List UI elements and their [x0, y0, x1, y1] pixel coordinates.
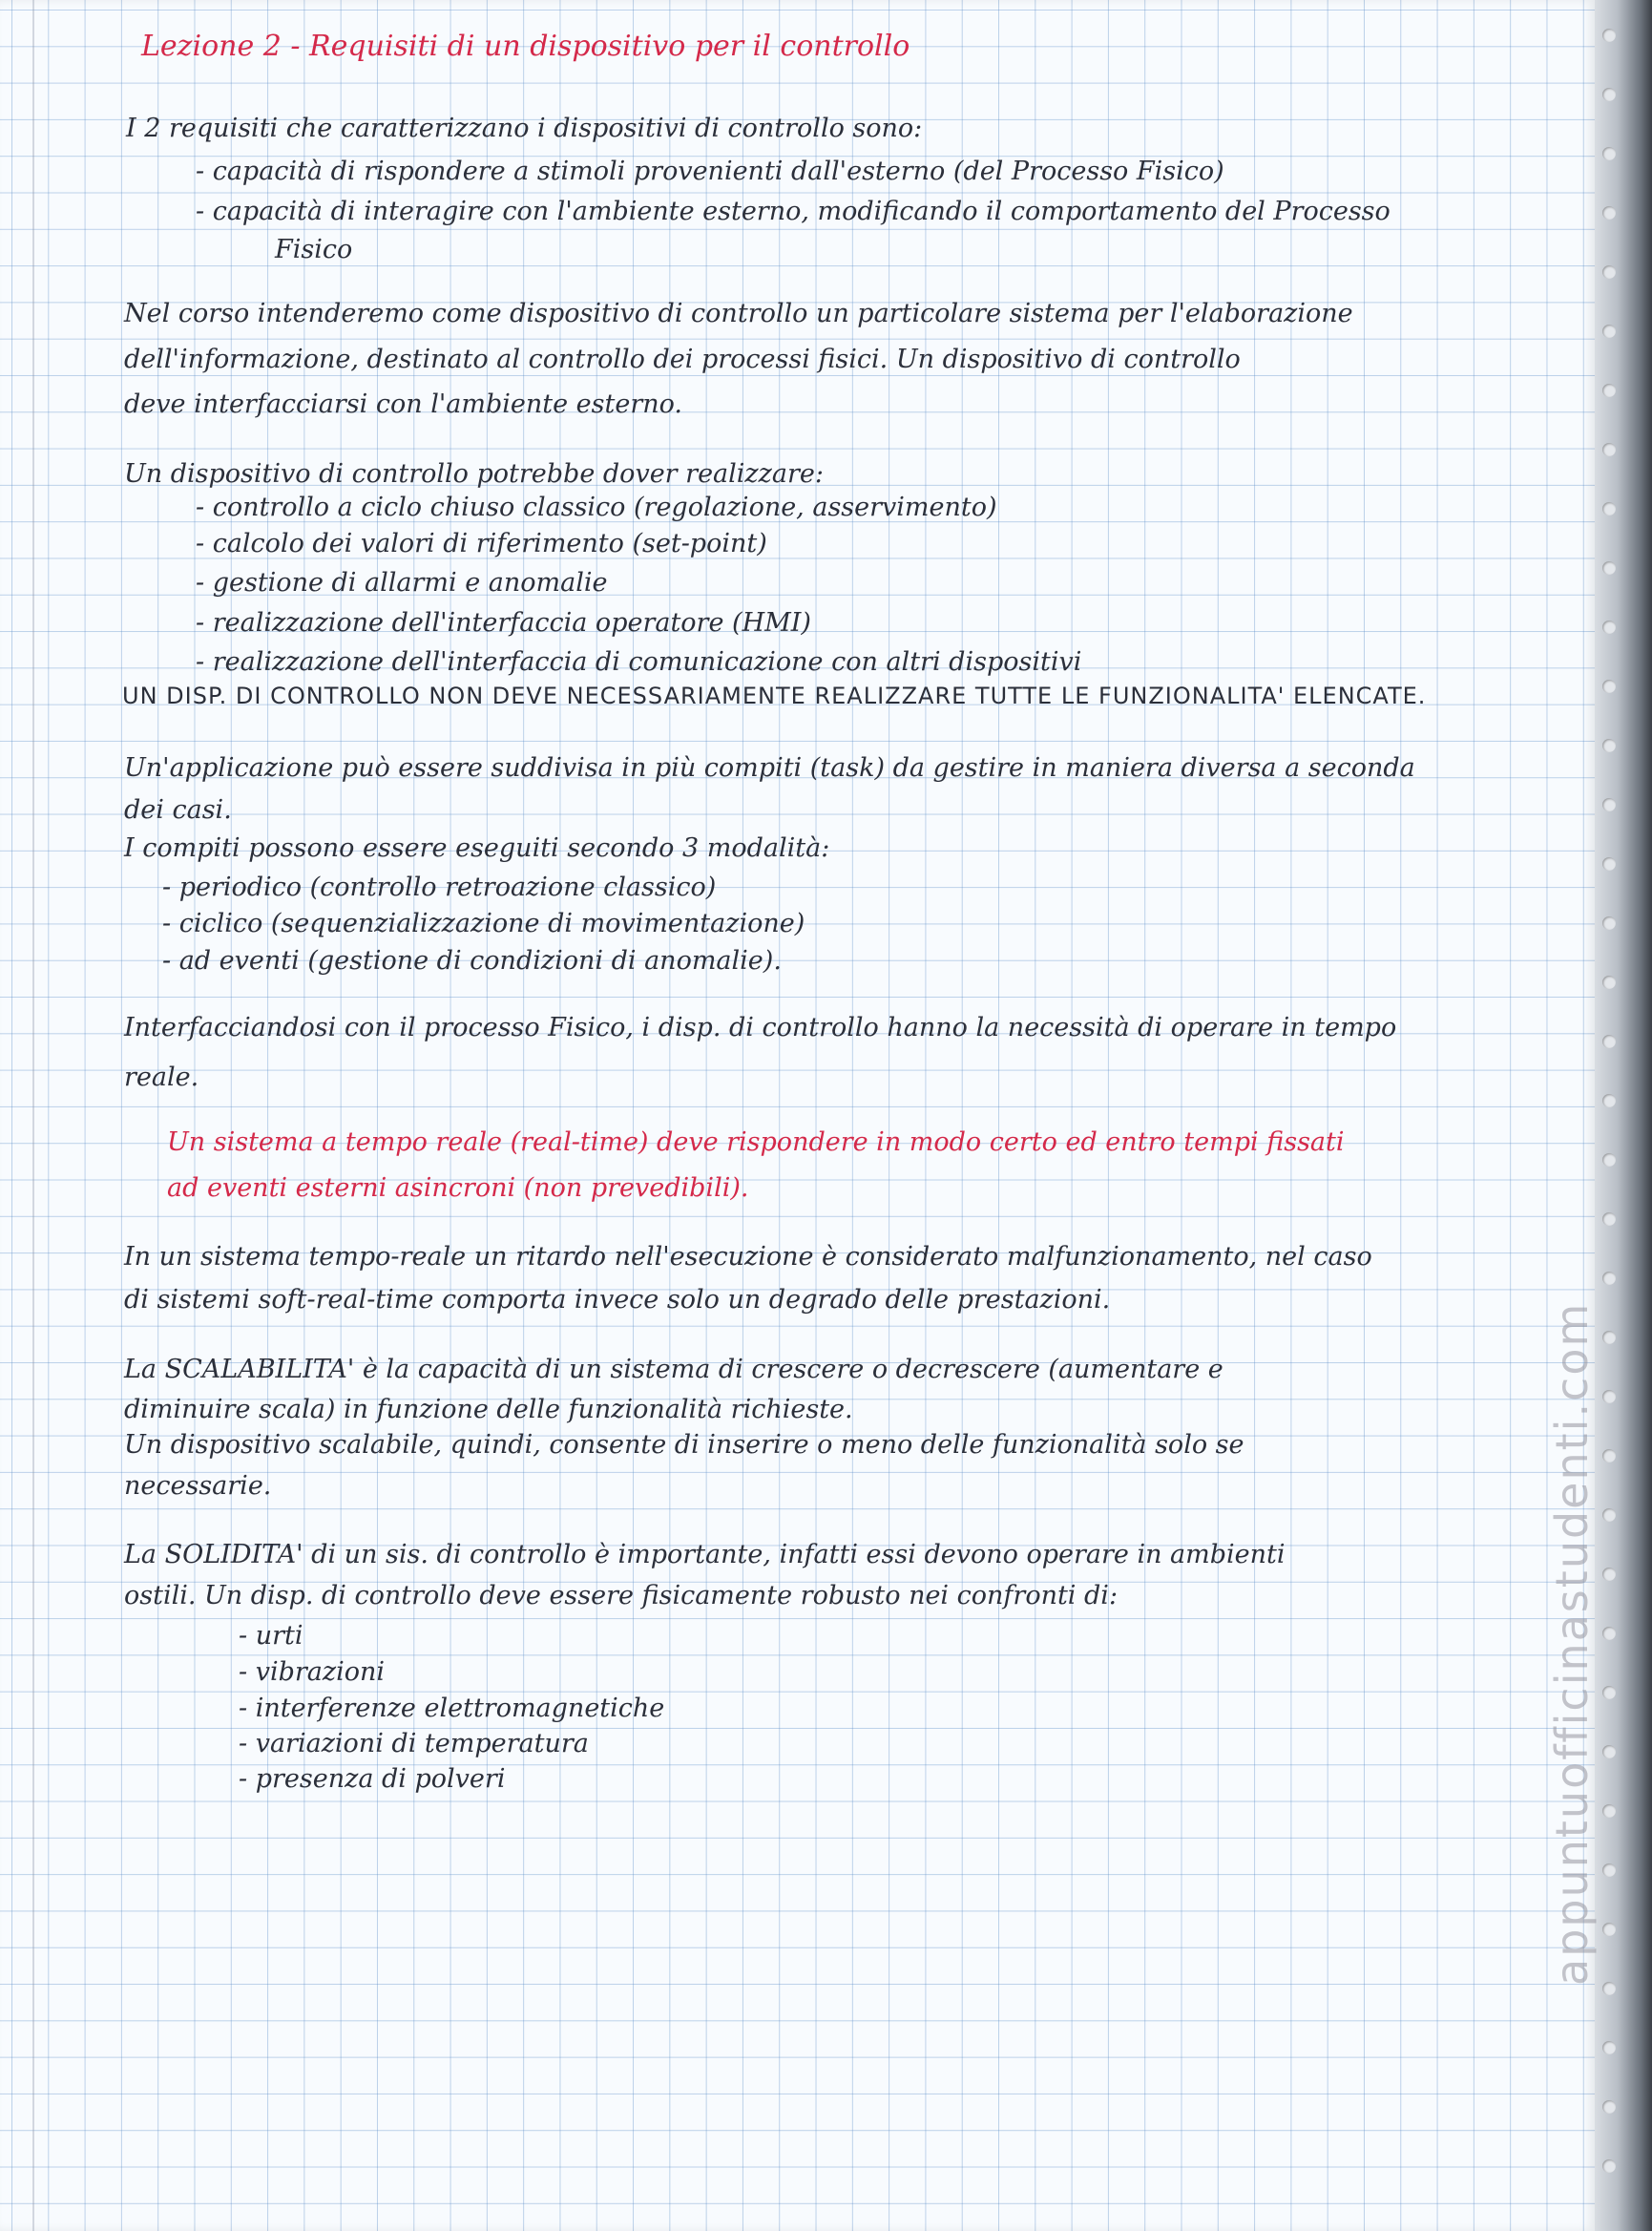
list-item: - presenza di polveri: [239, 1764, 506, 1794]
binding-hole: [1602, 1449, 1616, 1463]
watermark: appuntuofficinastudenti.com: [1546, 1301, 1598, 1986]
binding-hole: [1602, 502, 1616, 516]
list-item: - variazioni di temperatura: [239, 1729, 589, 1758]
binding-hole: [1602, 1745, 1616, 1758]
binding-hole: [1602, 1094, 1616, 1107]
binding-hole: [1602, 1153, 1616, 1167]
binding-hole: [1602, 2159, 1616, 2173]
binding-hole: [1602, 976, 1616, 989]
text-line: di sistemi soft-real-time comporta invece solo un degrado delle prestazioni.: [124, 1285, 1111, 1315]
text-line: dei casi.: [124, 795, 232, 825]
text-line: I 2 requisiti che caratterizzano i dispositivi di controllo sono:: [126, 114, 923, 143]
list-item: - periodico (controllo retroazione classico): [162, 873, 717, 902]
page-margin-rule: [32, 0, 34, 2231]
binding-hole: [1602, 1508, 1616, 1522]
binding-hole: [1602, 265, 1616, 279]
binding-hole: [1602, 739, 1616, 752]
uppercase-note: UN DISP. DI CONTROLLO NON DEVE NECESSARIAMENTE REALIZZARE TUTTE LE FUNZIONALITA' ELENCATE.: [122, 683, 1427, 709]
text-line: diminuire scala) in funzione delle funzionalità richieste.: [124, 1395, 853, 1424]
binding-hole: [1602, 1923, 1616, 1936]
binding-hole: [1602, 206, 1616, 220]
text-line: In un sistema tempo-reale un ritardo nell'esecuzione è considerato malfunzionamento, nel caso: [124, 1242, 1372, 1272]
binding-hole: [1602, 384, 1616, 397]
binding-hole: [1602, 147, 1616, 160]
binding-hole: [1602, 29, 1616, 42]
binding-hole: [1602, 857, 1616, 871]
list-item: - calcolo dei valori di riferimento (set-point): [196, 529, 767, 558]
text-line: La SOLIDITA' di un sis. di controllo è importante, infatti essi devono operare in ambienti: [124, 1540, 1286, 1569]
list-item: - controllo a ciclo chiuso classico (regolazione, asservimento): [196, 493, 997, 522]
binding-hole: [1602, 1863, 1616, 1877]
text-line: reale.: [124, 1063, 199, 1092]
binding-hole: [1602, 1568, 1616, 1581]
list-item: - ad eventi (gestione di condizioni di anomalie).: [162, 946, 782, 976]
binding-hole: [1602, 1982, 1616, 1995]
binding-hole: [1602, 1272, 1616, 1285]
binding-hole: [1602, 916, 1616, 930]
binding-hole: [1602, 1331, 1616, 1344]
definition-line: ad eventi esterni asincroni (non prevedibili).: [167, 1173, 749, 1203]
lesson-title: Lezione 2 - Requisiti di un dispositivo per il controllo: [141, 30, 910, 63]
binding-hole: [1602, 1390, 1616, 1403]
text-line: Fisico: [275, 235, 353, 264]
binding-hole: [1602, 621, 1616, 634]
binding-hole: [1602, 325, 1616, 338]
text-line: ostili. Un disp. di controllo deve essere fisicamente robusto nei confronti di:: [124, 1581, 1119, 1610]
binding-hole: [1602, 2041, 1616, 2054]
binding-hole: [1602, 1627, 1616, 1640]
binding-hole: [1602, 561, 1616, 575]
list-item: - interferenze elettromagnetiche: [239, 1694, 665, 1723]
text-line: dell'informazione, destinato al controllo dei processi fisici. Un dispositivo di controllo: [124, 345, 1241, 374]
list-item: - ciclico (sequenzializzazione di movimentazione): [162, 909, 805, 938]
text-line: necessarie.: [124, 1471, 272, 1501]
notebook-spiral-binding: [1595, 0, 1652, 2231]
list-item: - gestione di allarmi e anomalie: [196, 568, 608, 598]
binding-holes: [1599, 0, 1627, 2231]
text-line: Nel corso intenderemo come dispositivo di controllo un particolare sistema per l'elaborazione: [124, 299, 1353, 328]
binding-hole: [1602, 1035, 1616, 1048]
binding-hole: [1602, 680, 1616, 693]
text-line: Interfacciandosi con il processo Fisico, i disp. di controllo hanno la necessità di operare in tempo: [124, 1013, 1397, 1042]
binding-hole: [1602, 1686, 1616, 1699]
text-line: Un dispositivo di controllo potrebbe dover realizzare:: [124, 459, 824, 489]
text-line: - capacità di interagire con l'ambiente esterno, modificando il comportamento del Processo: [196, 197, 1391, 226]
definition-line: Un sistema a tempo reale (real-time) deve rispondere in modo certo ed entro tempi fissati: [167, 1127, 1345, 1157]
binding-hole: [1602, 798, 1616, 811]
binding-hole: [1602, 1212, 1616, 1226]
text-line: deve interfacciarsi con l'ambiente esterno.: [124, 389, 683, 419]
text-line: Un dispositivo scalabile, quindi, consente di inserire o meno delle funzionalità solo se: [124, 1430, 1244, 1460]
list-item: - urti: [239, 1621, 303, 1651]
text-line: Un'applicazione può essere suddivisa in più compiti (task) da gestire in maniera diversa a seconda: [124, 753, 1415, 783]
list-item: - realizzazione dell'interfaccia di comunicazione con altri dispositivi: [196, 647, 1082, 677]
text-line: - capacità di rispondere a stimoli provenienti dall'esterno (del Processo Fisico): [196, 157, 1224, 186]
binding-hole: [1602, 1804, 1616, 1818]
binding-hole: [1602, 2100, 1616, 2114]
list-item: - realizzazione dell'interfaccia operatore (HMI): [196, 608, 811, 638]
binding-hole: [1602, 88, 1616, 101]
text-line: I compiti possono essere eseguiti secondo 3 modalità:: [124, 833, 830, 863]
binding-hole: [1602, 443, 1616, 456]
list-item: - vibrazioni: [239, 1657, 386, 1687]
text-line: La SCALABILITA' è la capacità di un sistema di crescere o decrescere (aumentare e: [124, 1355, 1223, 1384]
